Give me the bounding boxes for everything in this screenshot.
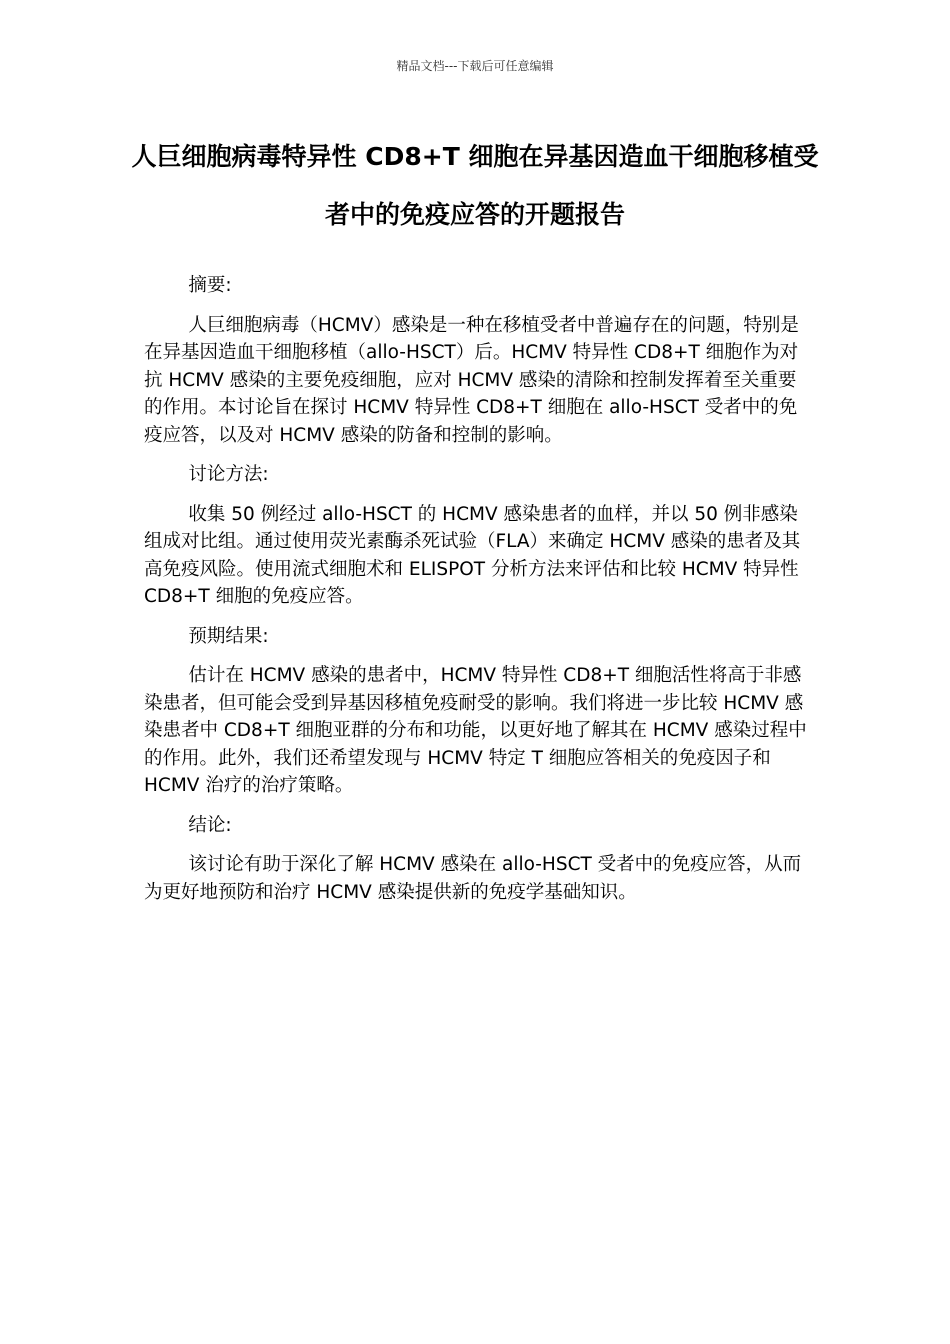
- section-heading-conclusion: 结论:: [188, 814, 232, 836]
- section-heading-expected-results: 预期结果:: [188, 625, 269, 647]
- section-body-methods: 收集 50 例经过 allo-HSCT 的 HCMV 感染患者的血样，并以 50 例非感染组成对比组。通过使用荧光素酶杀死试验（FLA）来确定 HCMV 感染的患者及其高免疫风险。使用流式细胞术和 ELISPOT 分析方法来评估和比较 HCMV 特异性 CD8+T 细胞的免疫应答。: [144, 503, 801, 607]
- section-heading-abstract: 摘要:: [188, 275, 232, 296]
- header-note: 精品文档---下载后可任意编辑: [396, 59, 554, 73]
- section-body-conclusion: 该讨论有助于深化了解 HCMV 感染在 allo-HSCT 受者中的免疫应答，从而为更好地预防和治疗 HCMV 感染提供新的免疫学基础知识。: [144, 854, 802, 903]
- document-body: [144, 272, 809, 906]
- section-heading-methods: 讨论方法:: [188, 464, 269, 485]
- section-body-abstract: 人巨细胞病毒（HCMV）感染是一种在移植受者中普遍存在的问题，特别是在异基因造血干细胞移植（allo-HSCT）后。HCMV 特异性 CD8+T 细胞作为对抗 HCMV 感染的主要免疫细胞，应对 HCMV 感染的清除和控制发挥着至关重要的作用。本讨论旨在探讨 HCMV 特异性 CD8+T 细胞在 allo-HSCT 受者中的免疫应答，以及对 HCMV 感染的防备和控制的影响。: [144, 314, 799, 446]
- document-title: 人巨细胞病毒特异性 CD8+T 细胞在异基因造血干细胞移植受者中的免疫应答的开题报告: [131, 142, 819, 229]
- section-body-expected-results: 估计在 HCMV 感染的患者中，HCMV 特异性 CD8+T 细胞活性将高于非感染患者，但可能会受到异基因移植免疫耐受的影响。我们将进一步比较 HCMV 感染患者中 CD8+T 细胞亚群的分布和功能，以更好地了解其在 HCMV 感染过程中的作用。此外，我们还希望发现与 HCMV 特定 T 细胞应答相关的免疫因子和 HCMV 治疗的治疗策略。: [144, 665, 807, 796]
